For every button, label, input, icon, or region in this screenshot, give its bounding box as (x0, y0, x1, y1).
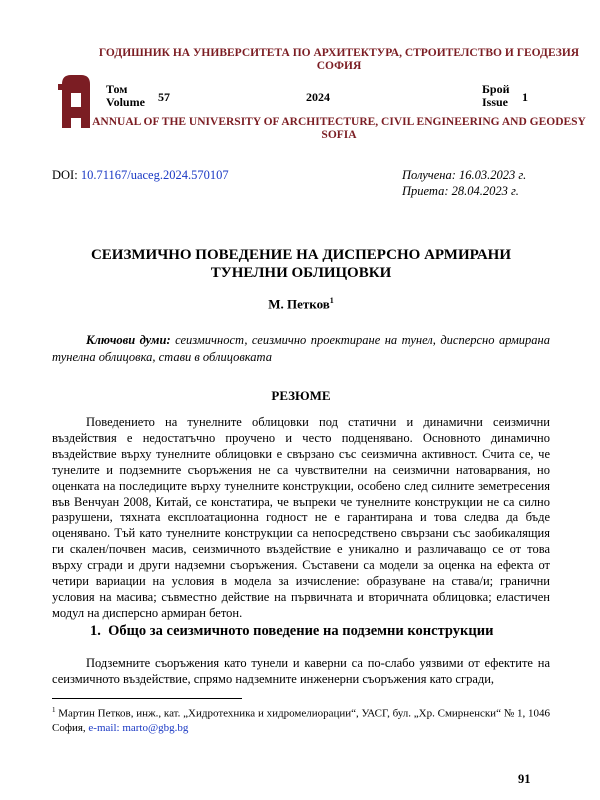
journal-title-en: ANNUAL OF THE UNIVERSITY OF ARCHITECTURE, CIVIL ENGINEERING AND GEODESY SOFIA (92, 116, 586, 141)
section-number: 1. (90, 623, 101, 639)
received-date: Получена: 16.03.2023 г. (402, 168, 527, 182)
doi-label: DOI: (52, 168, 78, 182)
footnote-email[interactable]: marto@gbg.bg (122, 721, 189, 734)
issue-label-en: Issue (482, 95, 509, 109)
volume-label-bg: Том (106, 82, 128, 96)
issue-number: 1 (522, 90, 528, 104)
volume-number: 57 (158, 90, 170, 104)
section-paragraph: Подземните съоръжения като тунели и каверни са по-слабо уязвими от ефектите на сеизмичното въздействие, спрямо надземните инженерни съоръжения като сгради, (52, 656, 550, 686)
section-title: Общо за сеизмичното поведение на подземни конструкции (108, 623, 494, 639)
paper-title: СЕИЗМИЧНО ПОВЕДЕНИЕ НА ДИСПЕРСНО АРМИРАНИ ТУНЕЛНИ ОБЛИЦОВКИ (90, 247, 512, 281)
issue-label (482, 83, 510, 109)
footnote (52, 703, 550, 735)
doi-link[interactable]: 10.71167/uaceg.2024.570107 (80, 168, 229, 182)
section-heading (90, 623, 493, 640)
dates (402, 168, 526, 199)
abstract-heading: РЕЗЮМЕ (271, 388, 331, 403)
volume-label (106, 83, 145, 109)
issue-label-bg: Брой (482, 82, 510, 96)
footnote-email-label: e-mail: (88, 721, 120, 734)
volume-label-en: Volume (106, 95, 145, 109)
university-logo (58, 74, 94, 128)
keywords-label: Ключови думи: (86, 333, 171, 347)
accepted-date: Приета: 28.04.2023 г. (402, 183, 519, 198)
footnote-divider (52, 698, 242, 699)
keywords-text: сеизмичност, сеизмично проектиране на тунел, дисперсно армирана тунелна облицовка, стави в облицовката (52, 333, 551, 364)
page-number: 91 (518, 772, 531, 786)
keywords (52, 332, 550, 366)
author (52, 296, 550, 312)
doi (52, 168, 229, 183)
year: 2024 (306, 90, 330, 104)
author-footnote-marker: 1 (329, 296, 334, 305)
abstract-text: Поведението на тунелните облицовки под статични и динамични сеизмични въздействия е недостатъчно проучено и често подценявано. Основното динамично въздействие върху тунелните облицовки е свързано със сеизмична активност. Счита се, че тунелите и подземните съоръжения не са чувствителни на сеизмични натоварвания, но оценката на последиците върху тунелните конструкции, особено след силните земетресения във Венчуан 2008, Китай, се констатира, че въпреки че тунелните конструкции не са силно разрушени, тяхната експлоатационна годност не е гарантирана и това следва да бъде оценявано. Тъй като тунелните конструкции са непосредствено свързани със заобикалящия ги скален/почвен масив, сеизмичното въздействие е уникално и различаващо се от това върху сгради и други надземни съоръжения. Съставени са модели за оценка на ефекта от четири вариации на условия в модела за изчисление: образуване на става/и; гранични условия на масива; съвместно действие на първичната и вторичната облицовка; еластичен модул на дисперсно армиран бетон. (52, 415, 550, 620)
journal-title-bg: ГОДИШНИК НА УНИВЕРСИТЕТА ПО АРХИТЕКТУРА, СТРОИТЕЛСТВО И ГЕОДЕЗИЯ СОФИЯ (98, 47, 580, 72)
footnote-text: Мартин Петков, инж., кат. „Хидротехника и хидромелиорации“, УАСГ, бул. „Хр. Смирненски“ № 1, 1046 София, (52, 707, 550, 734)
footnote-marker: 1 (52, 706, 56, 714)
author-name: М. Петков (268, 296, 330, 312)
